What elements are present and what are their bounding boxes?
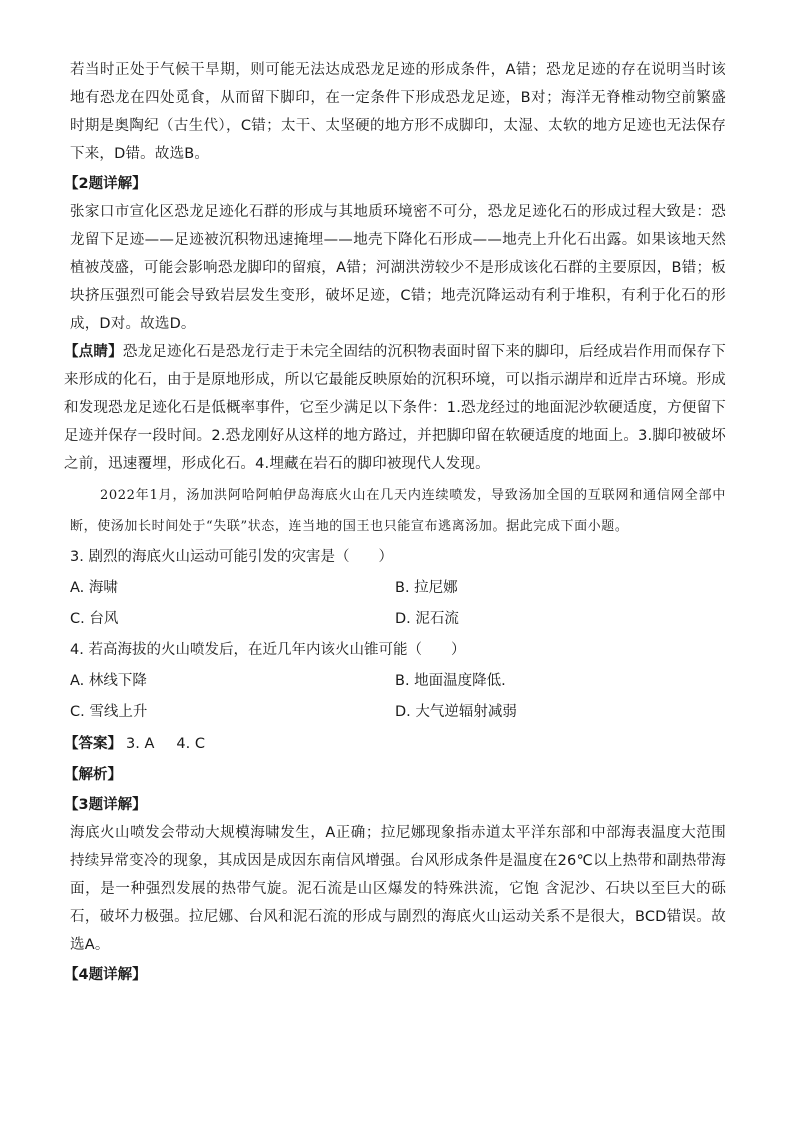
- tip-label: 【点睛】: [64, 344, 123, 360]
- paragraph-q1-explanation: 若当时正处于气候干旱期，则可能无法达成恐龙足迹的形成条件，A错；恐龙足迹的存在说明当时该地有恐龙在四处觅食，从而留下脚印，在一定条件下形成恐龙足迹，B对；海洋无脊椎动物空前繁盛时期是奥陶纪（古生代），C错；太干、太坚硬的地方形不成脚印，太湿、太软的地方足迹也无法保存下来，D错。故选B。: [70, 62, 726, 162]
- tip-paragraph: [64, 338, 726, 478]
- option-3a: A. 海啸: [70, 580, 118, 596]
- question-4: [70, 635, 726, 728]
- document-page: [64, 56, 726, 989]
- question-3-options: [70, 573, 726, 635]
- paragraph-q2-explanation: 张家口市宣化区恐龙足迹化石群的形成与其地质环境密不可分，恐龙足迹化石的形成过程大致是：恐龙留下足迹——足迹被沉积物迅速掩埋——地壳下降化石形成——地壳上升化石出露。如果该地天然植被茂盛，可能会影响恐龙脚印的留痕，A错；河湖洪涝较少不是形成该化石群的主要原因，B错；板块挤压强烈可能会导致岩层发生变形，破坏足迹，C错；地壳沉降运动有利于堆积，有利于化石的形成，D对。故选D。: [70, 204, 726, 332]
- heading-q4-detail: 【4题详解】: [64, 967, 147, 983]
- heading-q3-detail: 【3题详解】: [64, 797, 147, 813]
- question-4-options: [70, 666, 726, 728]
- tip-text: 恐龙足迹化石是恐龙行走于未完全固结的沉积物表面时留下来的脚印，后经成岩作用而保存下来形成的化石，由于是原地形成，所以它最能反映原始的沉积环境，可以指示湖岸和近岸古环境。形成和发现恐龙足迹化石是低概率事件，它至少满足以下条件：1.恐龙经过的地面泥沙软硬适度，方便留下足迹并保存一段时间。2.恐龙刚好从这样的地方路过，并把脚印留在软硬适度的地面上。3.脚印被破坏之前，迅速覆埋，形成化石。4.埋藏在岩石的脚印被现代人发现。: [64, 344, 726, 472]
- option-3b: B. 拉尼娜: [395, 580, 458, 596]
- answer-line: [64, 730, 726, 759]
- answer-4: 4. C: [176, 736, 205, 752]
- option-4d: D. 大气逆辐射减弱: [395, 704, 517, 720]
- question-3-stem: 3. 剧烈的海底火山运动可能引发的灾害是（ ）: [70, 549, 393, 565]
- paragraph-q3-explanation: 海底火山喷发会带动大规模海啸发生，A正确；拉尼娜现象指赤道太平洋东部和中部海表温度大范围持续异常变冷的现象，其成因是成因东南信风增强。台风形成条件是温度在26℃以上热带和副热带海面，是一种强烈发展的热带气旋。泥石流是山区爆发的特殊洪流，它饱 含泥沙、石块以至巨大的砾石，破坏力极强。拉尼娜、台风和泥石流的形成与剧烈的海底火山运动关系不是很大，BCD错误。故选A。: [70, 825, 726, 953]
- question-intro: 2022年1月，汤加洪阿哈阿帕伊岛海底火山在几天内连续喷发，导致汤加全国的互联网和通信网全部中断，使汤加长时间处于“失联”状态，连当地的国王也只能宣布逃离汤加。据此完成下面小题。: [70, 488, 726, 534]
- heading-q2-detail: 【2题详解】: [64, 176, 147, 192]
- option-4b: B. 地面温度降低.: [395, 673, 506, 689]
- answer-3: 3. A: [126, 736, 155, 752]
- option-3d: D. 泥石流: [395, 611, 459, 627]
- analysis-label: 【解析】: [64, 767, 122, 783]
- option-3c: C. 台风: [70, 611, 119, 627]
- question-4-stem: 4. 若高海拔的火山喷发后，在近几年内该火山锥可能（ ）: [70, 642, 466, 658]
- option-4a: A. 林线下降: [70, 673, 147, 689]
- answer-label: 【答案】: [64, 736, 122, 752]
- option-4c: C. 雪线上升: [70, 704, 148, 720]
- question-3: [70, 542, 726, 635]
